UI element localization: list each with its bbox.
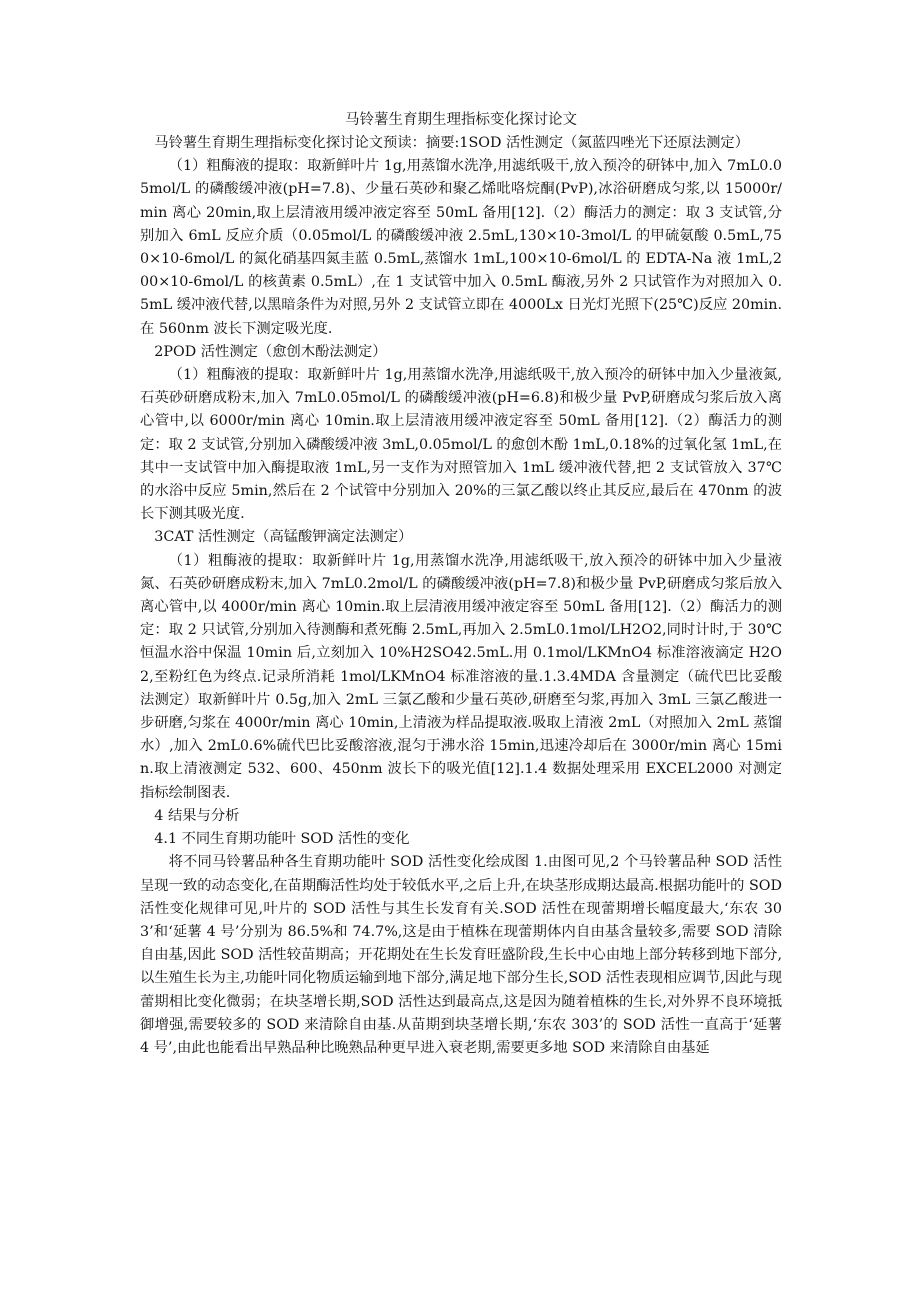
pod-heading: 2POD 活性测定（愈创木酚法测定） xyxy=(154,343,387,360)
cat-method-paragraph: （1）粗酶液的提取：取新鲜叶片 1g,用蒸馏水洗净,用滤纸吸干,放入预冷的研钵中加入少量液氮、石英砂研磨成粉末,加入 7mL0.2mol/L 的磷酸缓冲液(pH=7.8)和极少量 PvP,研磨成匀浆后放入离心管中,以 4000r/min 离心 10min.取上层清液用缓冲液定容至 50mL 备用[12].（2）酶活力的测定：取 2 只试管,分别加入待测酶和煮死酶 2.5mL,再加入 2.5mL0.1mol/LH2O2,同时计时,于 30℃恒温水浴中保温 10min 后,立刻加入 10%H2SO42.5mL.用 0.1mol/LKMnO4 标准溶液滴定 H2O2,至粉红色为终点.记录所消耗 1mol/LKMnO4 标准溶液的量.1.3.4MDA 含量测定（硫代巴比妥酸法测定）取新鲜叶片 0.5g,加入 2mL 三氯乙酸和少量石英砂,研磨至匀浆,再加入 3mL 三氯乙酸进一步研磨,匀浆在 4000r/min 离心 10min,上清液为样品提取液.吸取上清液 2mL（对照加入 2mL 蒸馏水）,加入 2mL0.6%硫代巴比妥酸溶液,混匀于沸水浴 15min,迅速冷却后在 3000r/min 离心 15min.取上清液测定 532、600、450nm 波长下的吸光值[12].1.4 数据处理采用 EXCEL2000 对测定指标绘制图表. xyxy=(140,552,782,801)
sod-method-paragraph: （1）粗酶液的提取：取新鲜叶片 1g,用蒸馏水洗净,用滤纸吸干,放入预冷的研钵中,加入 7mL0.05mol/L 的磷酸缓冲液(pH=7.8)、少量石英砂和聚乙烯吡咯烷酮(PvP),冰浴研磨成匀浆,以 15000r/min 离心 20min,取上层清液用缓冲液定容至 50mL 备用[12].（2）酶活力的测定：取 3 支试管,分别加入 6mL 反应介质（0.05mol/L 的磷酸缓冲液 2.5mL,130×10-3mol/L 的甲硫氨酸 0.5mL,750×10-6mol/L 的氮化硝基四氮圭蓝 0.5mL,蒸馏水 1mL,100×10-6mol/L 的 EDTA-Na 液 1mL,200×10-6mol/L 的核黄素 0.5mL）,在 1 支试管中加入 0.5mL 酶液,另外 2 只试管作为对照加入 0.5mL 缓冲液代替,以黑暗条件为对照,另外 2 支试管立即在 4000Lx 日光灯光照下(25℃)反应 20min.在 560nm 波长下测定吸光度. xyxy=(140,158,782,337)
document-page xyxy=(140,108,782,1060)
document-title: 马铃薯生育期生理指标变化探讨论文 xyxy=(345,112,577,128)
pod-method-paragraph: （1）粗酶液的提取：取新鲜叶片 1g,用蒸馏水洗净,用滤纸吸干,放入预冷的研钵中加入少量液氮,石英砂研磨成粉末,加入 7mL0.05mol/L 的磷酸缓冲液(pH=6.8)和极少量 PvP,研磨成匀浆后放入离心管中,以 6000r/min 离心 10min.取上层清液用缓冲液定容至 50mL 备用[12].（2）酶活力的测定：取 2 支试管,分别加入磷酸缓冲液 3mL,0.05mol/L 的愈创木酚 1mL,0.18%的过氧化氢 1mL,在其中一支试管中加入酶提取液 1mL,另一支作为对照管加入 1mL 缓冲液代替,把 2 支试管放入 37℃的水浴中反应 5min,然后在 2 个试管中分别加入 20%的三氯乙酸以终止其反应,最后在 470nm 的波长下测其吸光度. xyxy=(140,367,782,523)
intro-paragraph: 马铃薯生育期生理指标变化探讨论文预读：摘要:1SOD 活性测定（氮蓝四唑光下还原法测定） xyxy=(154,135,750,151)
sod-results-paragraph: 将不同马铃薯品种各生育期功能叶 SOD 活性变化绘成图 1.由图可见,2 个马铃薯品种 SOD 活性呈现一致的动态变化,在苗期酶活性均处于较低水平,之后上升,在块茎形成期达最高.根据功能叶的 SOD 活性变化规律可见,叶片的 SOD 活性与其生长发育有关.SOD 活性在现蕾期增长幅度最大,‘东农 303’和‘延薯 4 号’分别为 86.5%和 74.7%,这是由于植株在现蕾期体内自由基含量较多,需要 SOD 清除自由基,因此 SOD 活性较苗期高；开花期处在生长发育旺盛阶段,生长中心由地上部分转移到地下部分,以生殖生长为主,功能叶同化物质运输到地下部分,满足地下部分生长,SOD 活性表现相应调节,因此与现蕾期相比变化微弱；在块茎增长期,SOD 活性达到最高点,这是因为随着植株的生长,对外界不良环境抵御增强,需要较多的 SOD 来清除自由基.从苗期到块茎增长期,‘东农 303’的 SOD 活性一直高于‘延薯 4 号’,由此也能看出早熟品种比晚熟品种更早进入衰老期,需要更多地 SOD 来清除自由基延 xyxy=(140,854,782,1056)
results-heading: 4 结果与分析 xyxy=(154,807,240,824)
cat-heading: 3CAT 活性测定（高锰酸钾滴定法测定） xyxy=(154,529,413,546)
section-4-1-heading: 4.1 不同生育期功能叶 SOD 活性的变化 xyxy=(154,831,410,848)
